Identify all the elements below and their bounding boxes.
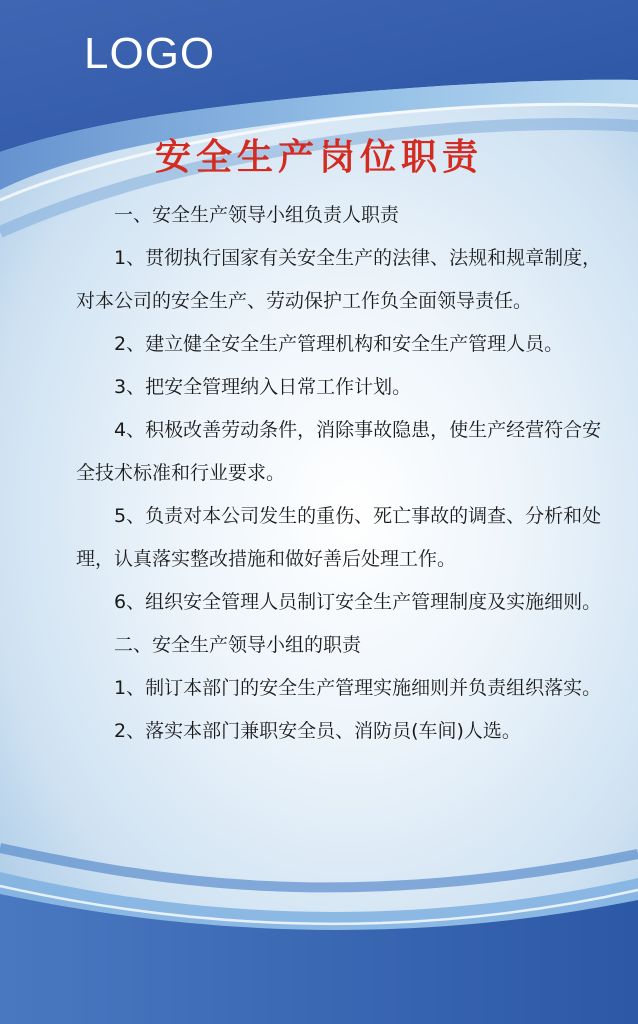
logo: LOGO — [84, 29, 216, 78]
section-heading: 一、安全生产领导小组负责人职责 — [114, 204, 400, 226]
bottom-wave-band — [0, 820, 638, 1024]
duty-item: 2、落实本部门兼职安全员、消防员(车间)人选。 — [114, 720, 521, 742]
duty-item: 4、积极改善劳动条件，消除事故隐患，使生产经营符合安全技术标准和行业要求。 — [76, 419, 602, 484]
duty-list — [76, 194, 608, 753]
page-title: 安全生产岗位职责 — [154, 137, 483, 178]
duty-item: 1、制订本部门的安全生产管理实施细则并负责组织落实。 — [114, 677, 602, 699]
duty-item: 5、负责对本公司发生的重伤、死亡事故的调查、分析和处理，认真落实整改措施和做好善后处理工作。 — [76, 505, 602, 570]
duty-item: 2、建立健全安全生产管理机构和安全生产管理人员。 — [114, 333, 564, 355]
duty-item: 1、贯彻执行国家有关安全生产的法律、法规和规章制度，对本公司的安全生产、劳动保护工作负全面领导责任。 — [76, 247, 602, 312]
duty-item: 6、组织安全管理人员制订安全生产管理制度及实施细则。 — [114, 591, 602, 613]
section-heading: 二、安全生产领导小组的职责 — [114, 634, 362, 656]
duty-item: 3、把安全管理纳入日常工作计划。 — [114, 376, 412, 398]
